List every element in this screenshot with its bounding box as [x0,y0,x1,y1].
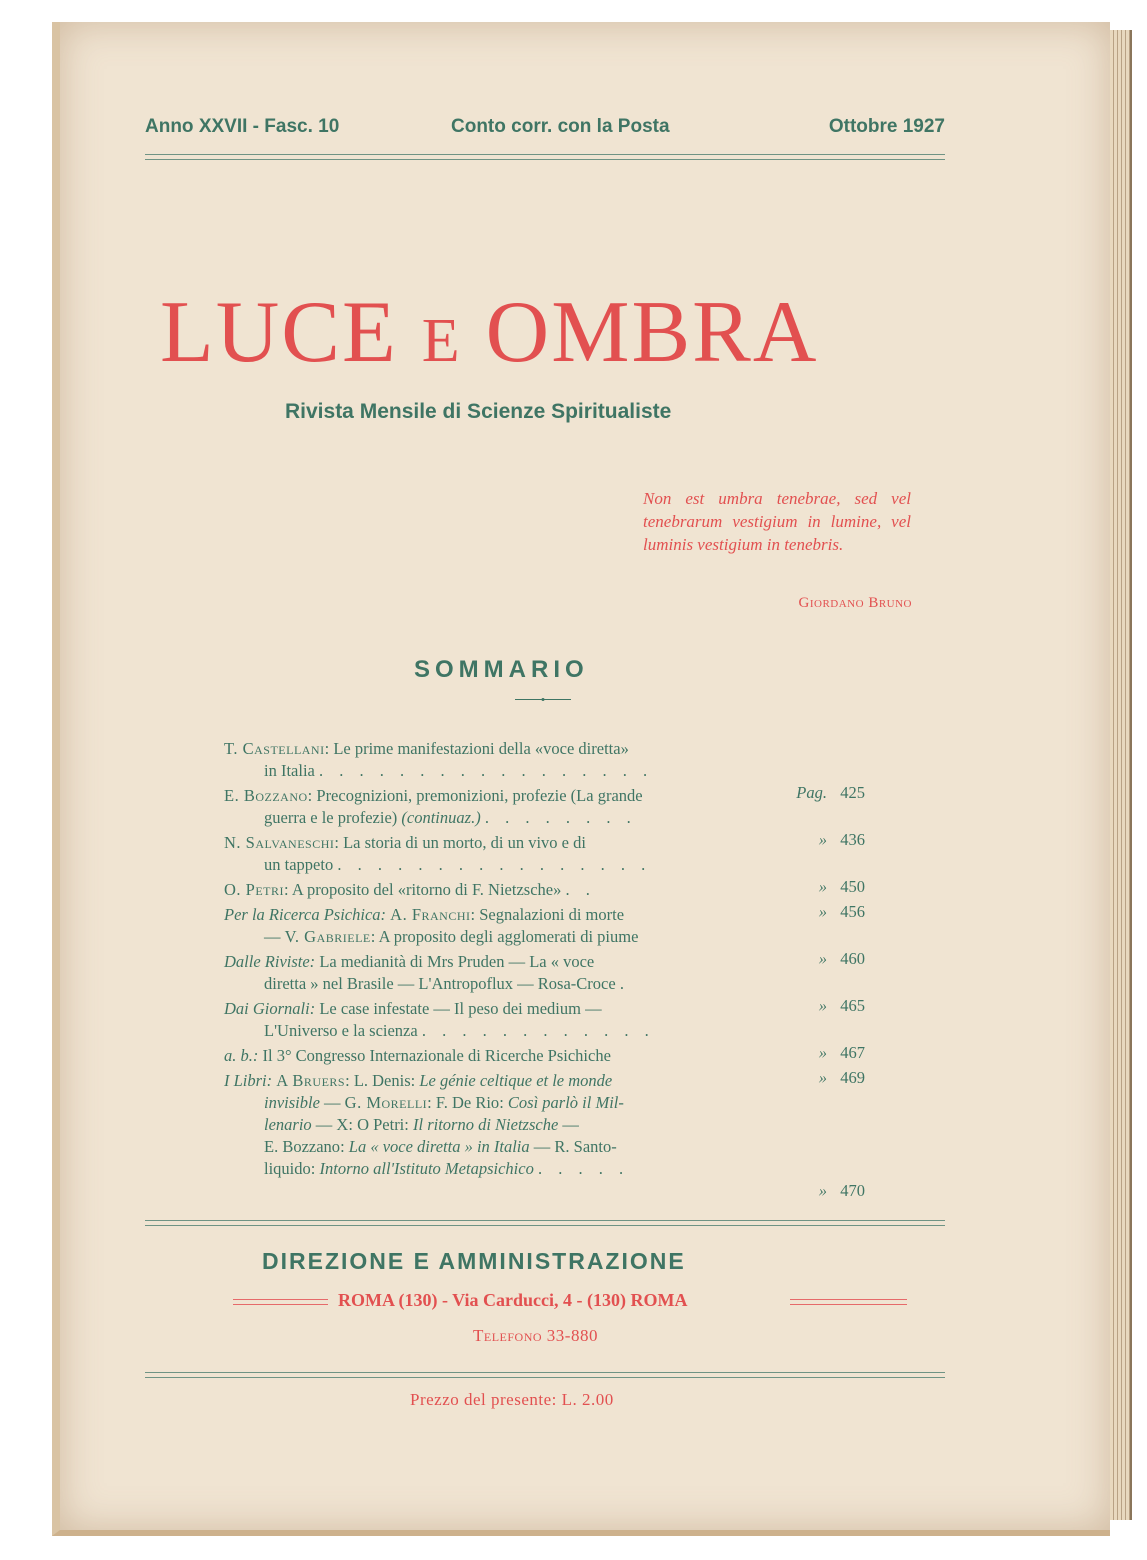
toc-entry: Per la Ricerca Psichica: A. Franchi: Segnalazioni di morte — V. Gabriele: A proposito degli agglomerati di piume » 460 [224,905,865,968]
header-divider [145,154,945,160]
toc-entry: E. Bozzano: Precognizioni, premonizioni, profezie (La grande guerra e le profezie) (continuaz.) . . . . . . . . » 436 [224,786,865,849]
sommario-heading: SOMMARIO [414,656,589,683]
page-number: 460 [840,949,865,968]
page-number: 465 [840,996,865,1015]
footer-divider-top [145,1220,945,1226]
toc-entry: O. Petri: A proposito del «ritorno di F. Nietzsche» . . » 456 [224,880,865,921]
direzione-title: DIREZIONE E AMMINISTRAZIONE [262,1248,686,1274]
page-number: 456 [840,902,865,921]
toc-entry: T. Castellani: Le prime manifestazioni della «voce diretta» in Italia . . . . . . . . . . . . . . . . . Pag. 425 [224,739,865,802]
issue-date: Ottobre 1927 [828,116,945,137]
toc-entry: Dalle Riviste: La medianità di Mrs Pruden — La « voce diretta » nel Brasile — L'Antropoflux — Rosa-Croce . » 465 [224,952,865,1015]
page-number: 436 [840,830,865,849]
footer-divider-bottom [145,1372,945,1378]
address: ROMA (130) - Via Carducci, 4 - (130) ROMA [338,1290,688,1310]
page-number: 425 [840,783,865,802]
page-number: 469 [840,1068,865,1087]
postal-account: Conto corr. con la Posta [451,116,670,137]
telephone: Telefono 33-880 [473,1326,598,1345]
magazine-title [160,282,960,383]
table-of-contents [224,738,869,1200]
toc-entry: Dai Giornali: Le case infestate — Il peso dei medium — L'Universo e la scienza . . . . . . . . . . . . » 467 [224,999,865,1062]
page-number: 470 [840,1181,865,1200]
toc-entry: a. b.: Il 3° Congresso Internazionale di Ricerche Psichiche » 469 [224,1046,865,1087]
price: Prezzo del presente: L. 2.00 [410,1390,614,1409]
address-rule-right [790,1299,907,1305]
header-line [145,116,945,146]
subtitle: Rivista Mensile di Scienze Spiritualiste [285,400,672,423]
page-number: 450 [840,877,865,896]
title-e: E [421,307,462,375]
motto-quote: Non est umbra tenebrae, sed vel tenebrarum vestigium in lumine, vel luminis vestigium in tenebris. [643,489,911,554]
issue-number: Anno XXVII - Fasc. 10 [145,116,340,137]
ornament-divider [515,698,571,701]
page-number: 467 [840,1043,865,1062]
toc-entry: N. Salvaneschi: La storia di un morto, di un vivo e di un tappeto . . . . . . . . . . . . . . . . » 450 [224,833,865,896]
title-ombra: OMBRA [485,284,819,381]
address-rule-left [233,1299,328,1305]
title-luce: LUCE [160,284,398,381]
motto-author: Giordano Bruno [798,595,912,611]
toc-entry: I Libri: A Bruers: L. Denis: Le génie celtique et le monde invisible — G. Morelli: F. De Rio: Così parlò il Mil- lenario — X: O Petri: Il ritorno di Nietzsche — E. Bozzano: La « voce diretta » in Italia — R. Santo- liquido: Intorno all'Istituto Metapsichico . . . . . » 470 [224,1071,865,1200]
